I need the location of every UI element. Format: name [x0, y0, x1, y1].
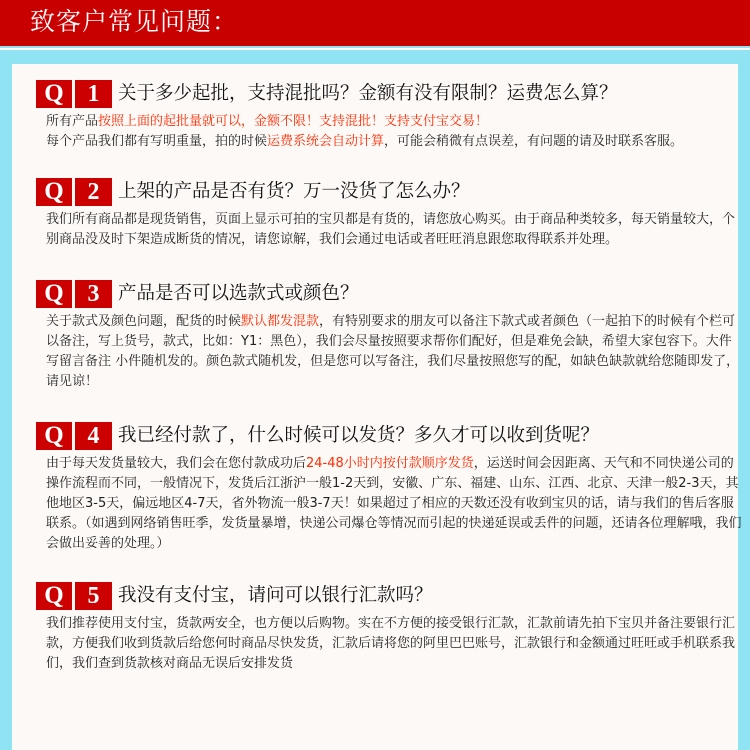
q-badge: Q — [36, 178, 72, 206]
q-badge: Q — [36, 582, 72, 610]
question-row — [24, 280, 738, 312]
question-row — [24, 422, 738, 454]
answer-highlight: 按照上面的起批量就可以，金额不限！支持混批！支持支付宝交易！ — [98, 114, 489, 129]
answer-text — [46, 454, 742, 554]
faq-item-1 — [24, 80, 738, 149]
faq-item-2 — [24, 178, 738, 247]
header-divider — [0, 48, 750, 50]
question-text: 关于多少起批，支持混批吗？金额有没有限制？运费怎么算？ — [118, 83, 618, 104]
number-badge: 3 — [75, 280, 112, 308]
question-row — [24, 80, 738, 112]
q-badge: Q — [36, 280, 72, 308]
answer-segment: ，运送时间会因距离、天气和不同快递公司的操作流程而不同，一般情况下，发货后江浙沪一般1-2天到，安徽、广东、福建、山东、江西、北京、天津一般2-3天，其他地区3-5天，偏远地区4-7天，省外物流一般3-7天！如果超过了相应的天数还没有收到宝贝的话，请与我们的售后客服联系。（如遇到网络销售旺季，发货量暴增，快递公司爆仓等情况而引起的快递延误或丢件的问题，还请各位理解哦，我们会做出妥善的处理。） — [46, 456, 742, 551]
answer-segment: 我们所有商品都是现货销售，页面上显示可拍的宝贝都是有货的，请您放心购买。由于商品种类较多，每天销量较大，个别商品没及时下架造成断货的情况，请您谅解，我们会通过电话或者旺旺消息跟您取得联系并处理。 — [46, 212, 736, 247]
faq-item-3 — [24, 280, 740, 389]
faq-panel — [12, 64, 742, 750]
number-badge: 5 — [75, 582, 112, 610]
number-badge: 4 — [75, 422, 112, 450]
answer-highlight: 运费系统会自动计算 — [267, 134, 385, 149]
question-text: 我已经付款了，什么时候可以发货？多久才可以收到货呢？ — [118, 425, 600, 446]
answer-segment: 由于每天发货量较大，我们会在您付款成功后 — [46, 456, 307, 471]
page-title: 致客户常见问题： — [30, 7, 239, 36]
q-badge: Q — [36, 80, 72, 108]
answer-segment: ，可能会稍微有点误差，有问题的请及时联系客服。 — [384, 134, 684, 149]
answer-segment: 我们推荐使用支付宝，货款两安全，也方便以后购物。实在不方便的接受银行汇款，汇款前请先拍下宝贝并备注要银行汇款，方便我们收到货款后给您何时商品尽快发货，汇款后请将您的阿里巴巴账号，汇款银行和金额通过旺旺或手机联系我们，我们查到货款核对商品无误后安排发货 — [46, 616, 736, 671]
answer-segment: 每个产品我们都有写明重量，拍的时候 — [46, 134, 268, 149]
answer-highlight: 24-48小时内按付款顺序发货 — [306, 456, 474, 471]
answer-segment: ，有特别要求的朋友可以备注下款式或者颜色（一起拍下的时候有个栏可以备注，写上货号，款式，比如：Y1：黑色），我们会尽量按照要求帮你们配好，但是难免会缺，希望大家包容下。大件写留言备注 小件随机发的。颜色款式随机发，但是您可以写备注，我们尽量按照您写的配，如缺色缺款就给您随即发了，请见谅！ — [46, 314, 740, 389]
number-badge: 1 — [75, 80, 112, 108]
faq-item-5 — [24, 582, 738, 671]
number-badge: 2 — [75, 178, 112, 206]
question-text: 上架的产品是否有货？万一没货了怎么办？ — [118, 181, 470, 202]
answer-segment: 关于款式及颜色问题，配货的时候 — [46, 314, 242, 329]
question-text: 我没有支付宝，请问可以银行汇款吗？ — [118, 585, 433, 606]
question-row — [24, 582, 738, 614]
question-text: 产品是否可以选款式或颜色？ — [118, 283, 359, 304]
faq-item-4 — [24, 422, 742, 551]
answer-highlight: 默认都发混款 — [241, 314, 320, 329]
q-badge: Q — [36, 422, 72, 450]
header-bar — [0, 0, 750, 46]
answer-text — [46, 112, 742, 152]
answer-text — [46, 210, 742, 250]
answer-segment: 所有产品 — [46, 114, 99, 129]
answer-text — [46, 614, 742, 674]
question-row — [24, 178, 738, 210]
answer-text — [46, 312, 742, 392]
